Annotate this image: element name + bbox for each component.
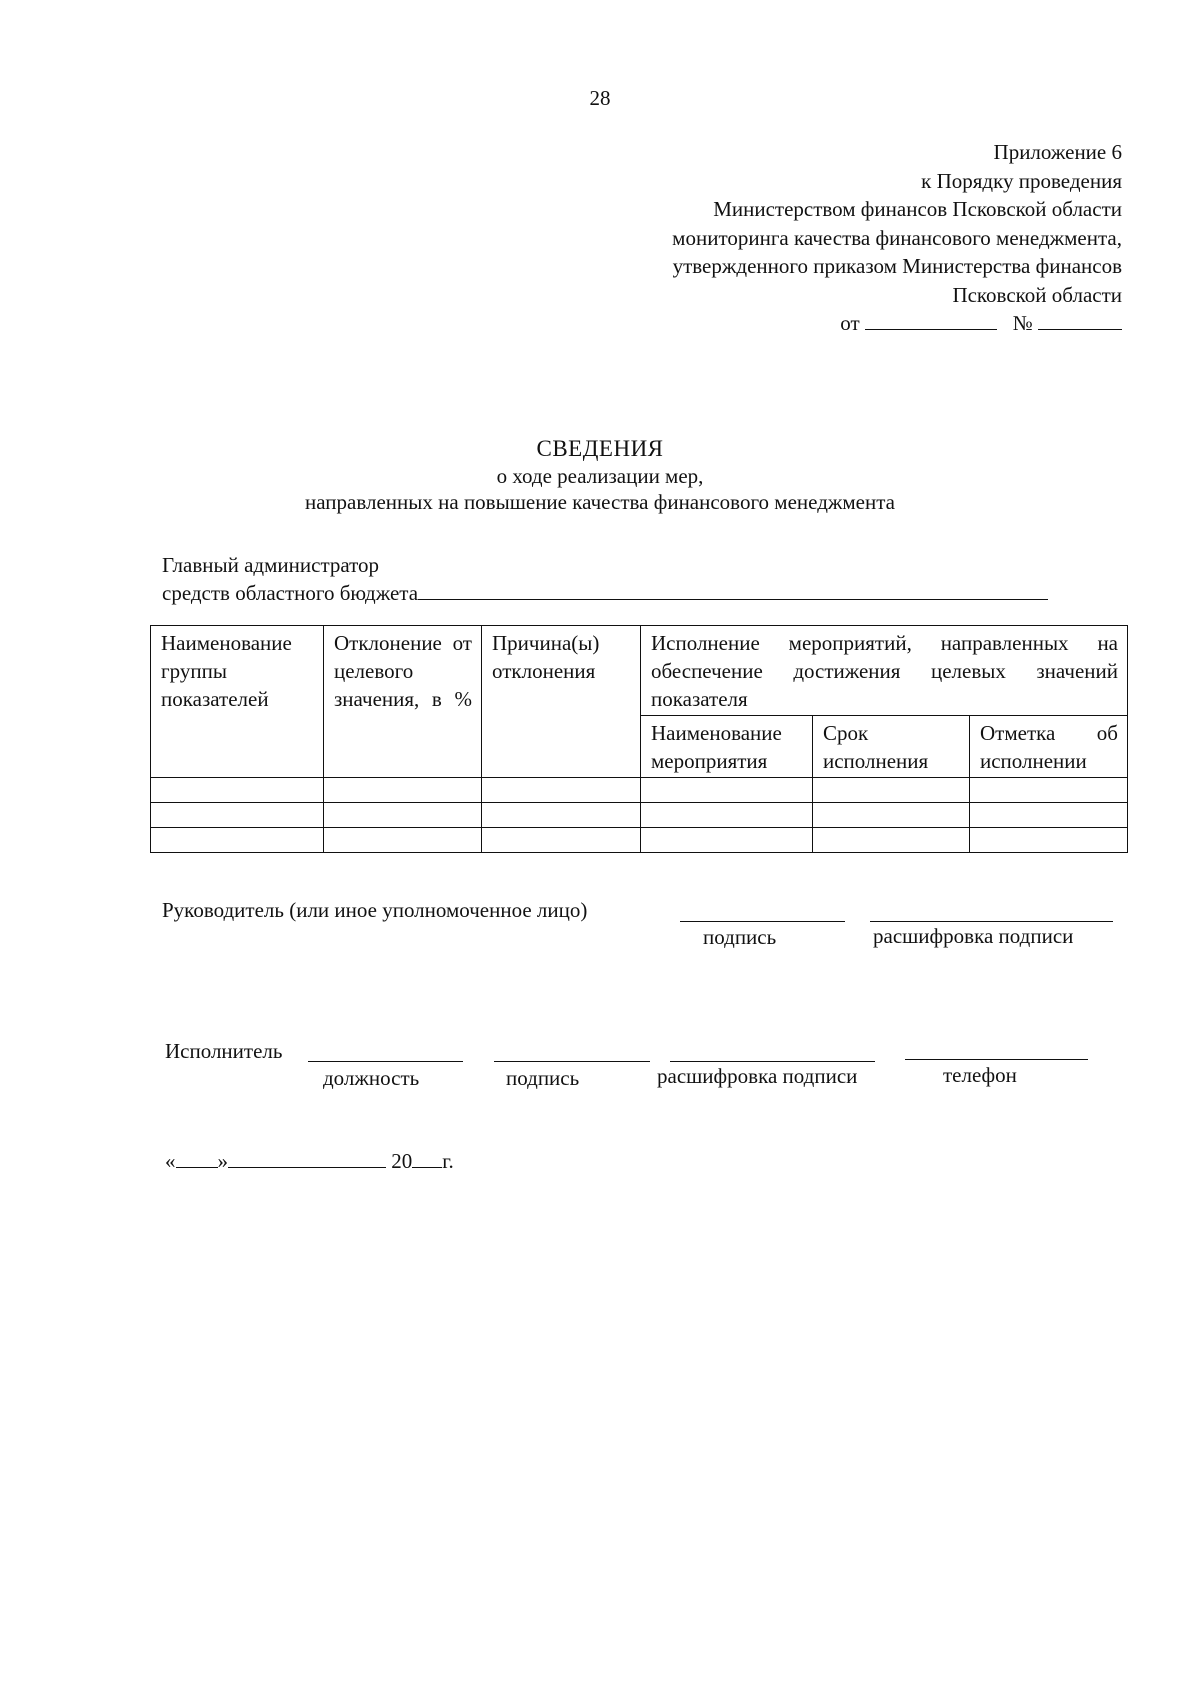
exec-position-caption: должность [323,1066,420,1090]
subheader-deadline: Срок исполнения [813,716,970,778]
date-blank[interactable] [865,311,997,330]
report-table [150,625,1128,853]
appendix-line: утвержденного приказом Министерства финансов [672,254,1122,278]
exec-sign-caption: подпись [506,1066,580,1090]
exec-sign-line[interactable] [494,1061,650,1062]
table-cell[interactable] [151,803,324,828]
administrator-line [162,579,1048,607]
table-cell[interactable] [151,778,324,803]
appendix-title: Приложение 6 [993,140,1122,164]
table-cell[interactable] [324,803,482,828]
appendix-line: к Порядку проведения [921,168,1122,193]
table-cell[interactable] [482,778,641,803]
exec-position-line[interactable] [308,1061,463,1062]
header-reason: Причина(ы) отклонения [482,626,641,778]
appendix-line: мониторинга качества финансового менеджмента, [672,225,1122,250]
head-sign-line[interactable] [680,921,845,922]
subheader-mark: Отметка об исполнении [970,716,1128,778]
appendix-header [672,138,1122,338]
date-line [165,1149,454,1174]
month-blank[interactable] [228,1149,386,1168]
table-cell[interactable] [641,828,813,853]
budget-label: средств областного бюджета [162,581,419,605]
date-close-quote: » [217,1149,228,1173]
page-number: 28 [589,86,611,110]
exec-decode-caption: расшифровка подписи [657,1064,858,1088]
document-subtitle: направленных на повышение качества финансового менеджмента [305,490,895,514]
number-label: № [1012,311,1033,335]
exec-phone-line[interactable] [905,1059,1088,1060]
document-subtitle: о ходе реализации мер, [496,464,704,488]
executor-label: Исполнитель [165,1039,283,1063]
appendix-line: Министерством финансов Псковской области [713,197,1122,221]
year-suffix: г. [442,1149,454,1173]
table-cell[interactable] [151,828,324,853]
table-cell[interactable] [970,803,1128,828]
header-execution: Исполнение мероприятий, направленных на обеспечение достижения целевых значений показателя [641,626,1128,716]
exec-phone-caption: телефон [943,1063,1017,1087]
subheader-measure-name: Наименование мероприятия [641,716,813,778]
table-cell[interactable] [324,828,482,853]
administrator-blank[interactable] [418,581,1048,600]
year-prefix: 20 [391,1149,413,1173]
table-cell[interactable] [970,778,1128,803]
document-title: СВЕДЕНИЯ [536,436,664,461]
exec-decode-line[interactable] [670,1061,875,1062]
table-header-row [151,626,1128,716]
from-label: от [840,311,860,335]
table-cell[interactable] [324,778,482,803]
table-cell[interactable] [813,778,970,803]
administrator-block [162,551,1048,607]
header-deviation: Отклонение от целевого значения, в % [324,626,482,778]
table-row [151,828,1128,853]
day-blank[interactable] [176,1149,218,1168]
year-blank[interactable] [412,1149,442,1168]
table-cell[interactable] [813,803,970,828]
date-open-quote: « [165,1149,176,1173]
head-decode-line[interactable] [870,921,1113,922]
table-cell[interactable] [641,778,813,803]
table-cell[interactable] [970,828,1128,853]
head-sign-caption: подпись [703,925,777,949]
header-group-name: Наименование группы показателей [151,626,324,778]
appendix-line: Псковской области [952,282,1122,307]
number-blank[interactable] [1038,311,1122,330]
appendix-date-number [672,309,1122,338]
table-cell[interactable] [482,803,641,828]
table-cell[interactable] [813,828,970,853]
table-row [151,778,1128,803]
table-cell[interactable] [641,803,813,828]
table-row [151,803,1128,828]
head-label: Руководитель (или иное уполномоченное лицо) [162,898,588,922]
table-cell[interactable] [482,828,641,853]
head-decode-caption: расшифровка подписи [873,924,1074,948]
administrator-label: Главный администратор [162,553,380,577]
